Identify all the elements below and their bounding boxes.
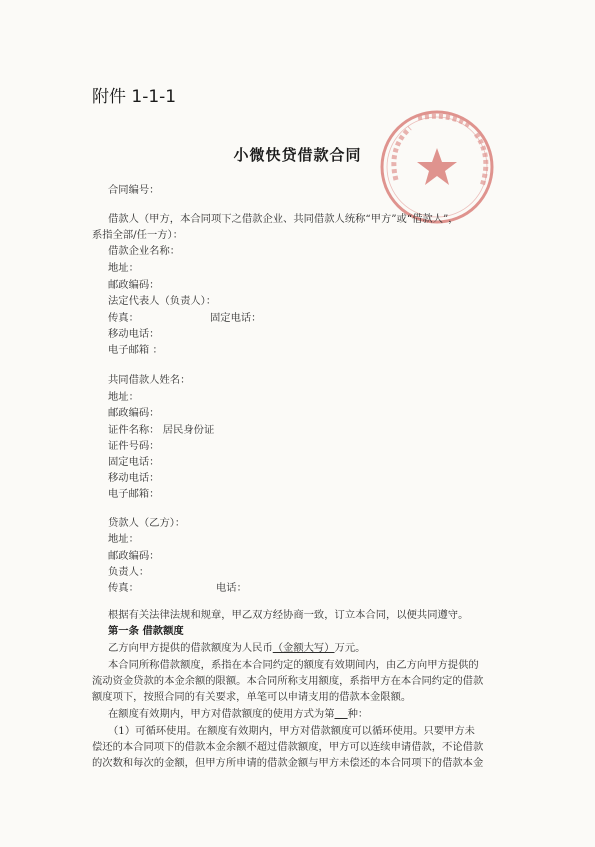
borrower-email: 电子邮箱 ： <box>108 344 163 356</box>
borrower-address: 地址： <box>108 262 139 274</box>
article1-p2-line3: 额度项下，按照合同的有关要求，单笔可以申请支用的借款本金限额。 <box>92 691 412 703</box>
co-borrower-postcode: 邮政编码： <box>108 407 160 419</box>
borrower-company-name: 借款企业名称： <box>108 245 181 257</box>
article1-p4-line2: 偿还的本合同项下的借款本金余额不超过借款额度，甲方可以连续申请借款，不论借款 <box>92 741 484 753</box>
lender-label: 贷款人（乙方）： <box>108 517 186 529</box>
article1-p3 <box>108 706 368 722</box>
co-borrower-id-type: 证件名称： 居民身份证 <box>108 424 215 436</box>
article1-amount <box>108 640 365 656</box>
official-seal-icon <box>378 108 496 226</box>
lender-manager: 负责人： <box>108 566 150 578</box>
co-borrower-address: 地址： <box>108 391 139 403</box>
co-borrower-email: 电子邮箱： <box>108 488 160 500</box>
borrower-intro-line2: 系指全部/任一方）： <box>92 229 183 241</box>
contract-number-label: 合同编号： <box>108 184 160 196</box>
lender-address: 地址： <box>108 533 139 545</box>
usage-pre: 在额度有效期内，甲方对借款额度的使用方式为第 <box>108 708 335 720</box>
lender-phone: 电话： <box>216 582 247 594</box>
article1-heading: 第一条 借款额度 <box>108 625 184 637</box>
borrower-postcode: 邮政编码： <box>108 279 160 291</box>
co-borrower-landline: 固定电话： <box>108 456 160 468</box>
usage-blank-field <box>335 708 348 720</box>
article1-p4-line1: （1）可循环使用。在额度有效期内，甲方对借款额度可以循环使用。只要甲方未 <box>108 725 475 737</box>
lender-fax: 传真： <box>108 582 139 594</box>
borrower-mobile: 移动电话： <box>108 328 160 340</box>
co-borrower-id-no: 证件号码： <box>108 440 160 452</box>
attachment-label: 附件 1-1-1 <box>92 87 177 107</box>
borrower-landline: 固定电话： <box>210 312 262 324</box>
document-title: 小微快贷借款合同 <box>233 146 362 164</box>
amount-pre: 乙方向甲方提供的借款额度为人民币 <box>108 642 273 654</box>
borrower-intro-line1: 借款人（甲方，本合同项下之借款企业、共同借款人统称“甲方”或“借款人”， <box>108 213 459 225</box>
amount-fill-field: （金额大写） <box>272 642 335 654</box>
article1-p4-line3: 的次数和每次的金额，但甲方所申请的借款金额与甲方未偿还的本合同项下的借款本金 <box>92 757 484 769</box>
borrower-fax: 传真： <box>108 312 139 324</box>
article1-p2-line1: 本合同所称借款额度，系指在本合同约定的额度有效期间内，由乙方向甲方提供的 <box>108 659 479 671</box>
amount-post: 万元。 <box>334 642 366 654</box>
lender-postcode: 邮政编码： <box>108 550 160 562</box>
co-borrower-mobile: 移动电话： <box>108 472 160 484</box>
borrower-legal-rep: 法定代表人（负责人）： <box>108 295 217 307</box>
usage-post: 种： <box>347 708 369 720</box>
article1-p2-line2: 流动资金贷款的本金余额的限额。本合同所称支用额度，系指甲方在本合同约定的借款 <box>92 675 484 687</box>
preamble: 根据有关法律法规和规章，甲乙双方经协商一致，订立本合同，以便共同遵守。 <box>108 609 469 621</box>
co-borrower-name: 共同借款人姓名： <box>108 374 191 386</box>
